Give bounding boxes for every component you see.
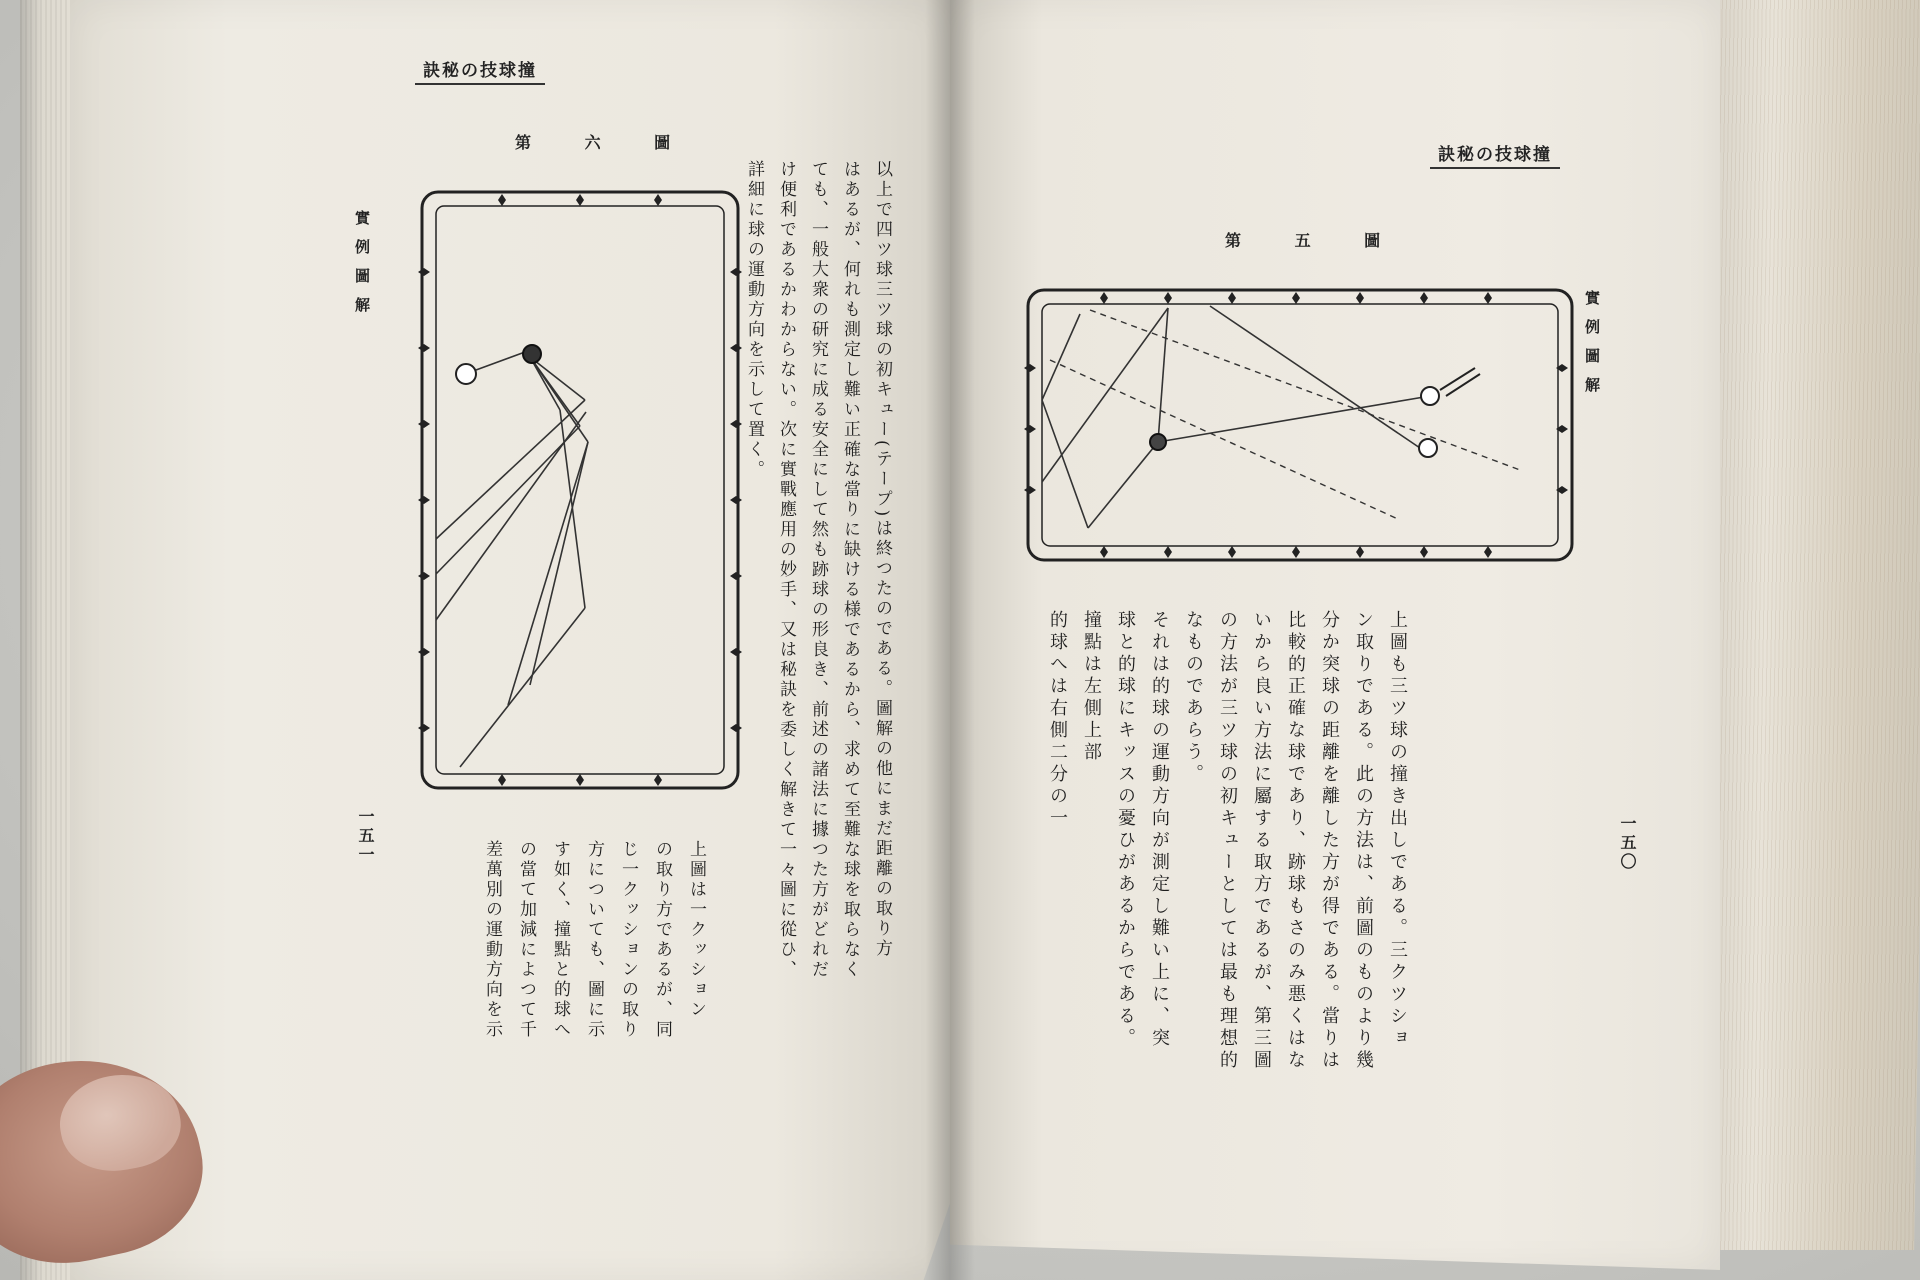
ball-paths xyxy=(436,352,588,767)
right-running-head: 訣秘の技球撞 xyxy=(1430,140,1560,169)
left-text-column: の取り方であるが、同 xyxy=(652,840,672,1040)
right-text-column: 撞點は左側上部 xyxy=(1081,610,1102,764)
cue-ball xyxy=(1421,387,1439,405)
right-text-column: 上圖も三ツ球の撞き出しである。三クツショ xyxy=(1387,610,1408,1050)
right-text-column: なものであらう。 xyxy=(1183,610,1204,786)
diamond-markers xyxy=(1024,292,1568,558)
left-text-column: はあるが、何れも測定し難い正確な當りに缺ける様であるから、求めて至難な球を取らなく xyxy=(840,160,860,980)
right-text-column: 分か突球の距離を離した方が得である。當りは xyxy=(1319,610,1340,1072)
left-text-column: ても、一般大衆の研究に成る安全にして然も跡球の形良き、前述の諸法に據つた方がどれだ xyxy=(808,160,828,980)
left-text-column: 差萬別の運動方向を示 xyxy=(482,840,502,1040)
right-figure-title: 第 五 圖 xyxy=(1225,231,1381,250)
left-text-column: 以上で四ツ球三ツ球の初キュー(テープ)は終つたのである。圖解の他にまだ距離の取り方 xyxy=(872,160,892,960)
billiard-table-diagram-5 xyxy=(1020,270,1580,570)
left-page-lower-text xyxy=(475,840,713,1120)
billiard-table-diagram-6 xyxy=(410,180,750,800)
left-page-number: 一五一 xyxy=(356,808,375,865)
right-text-column: いから良い方法に屬する取方であるが、第三圖 xyxy=(1251,610,1272,1072)
left-text-column: 方についても、圖に示 xyxy=(584,840,604,1040)
left-text-column: け便利であるかわからない。次に實戰應用の妙手、又は秘訣を委しく解きて一々圖に從ひ、 xyxy=(776,160,796,980)
red-ball xyxy=(1150,434,1166,450)
left-running-head: 訣秘の技球撞 xyxy=(415,56,545,85)
left-text-column: 上圖は一クッション xyxy=(686,840,706,1020)
cue-stick-marks xyxy=(1440,368,1480,396)
right-text-column: 的球へは右側二分の一 xyxy=(1047,610,1068,830)
right-text-column: それは的球の運動方向が測定し難い上に、突 xyxy=(1149,610,1170,1050)
right-text-column: 比較的正確な球であり、跡球もさのみ悪くはな xyxy=(1285,610,1306,1072)
diamond-markers xyxy=(418,194,742,786)
left-page-top-text xyxy=(738,160,898,980)
left-text-column: じ一クッションの取り xyxy=(618,840,638,1040)
ball-paths xyxy=(1042,306,1430,528)
left-text-column: す如く、撞點と的球へ xyxy=(550,840,570,1040)
right-text-column: ン取りである。此の方法は、前圖のものより幾 xyxy=(1353,610,1374,1072)
right-text-column: 球と的球にキッスの憂ひがあるからである。 xyxy=(1115,610,1136,1050)
book-gutter xyxy=(925,0,975,1280)
right-page-number: 一五〇 xyxy=(1618,815,1637,872)
left-figure-title: 第 六 圖 xyxy=(515,133,671,152)
object-ball xyxy=(523,345,541,363)
object-ball xyxy=(1419,439,1437,457)
left-text-column: の當て加減によつて千 xyxy=(516,840,536,1040)
right-text-column: の方法が三ツ球の初キューとしては最も理想的 xyxy=(1217,610,1238,1072)
cue-ball xyxy=(456,364,476,384)
right-page-text xyxy=(1040,610,1414,1150)
right-figure-caption: 實例圖解 xyxy=(1583,290,1601,406)
left-text-column: 詳細に球の運動方向を示して置く。 xyxy=(744,160,764,480)
left-figure-caption: 實例圖解 xyxy=(353,210,371,326)
